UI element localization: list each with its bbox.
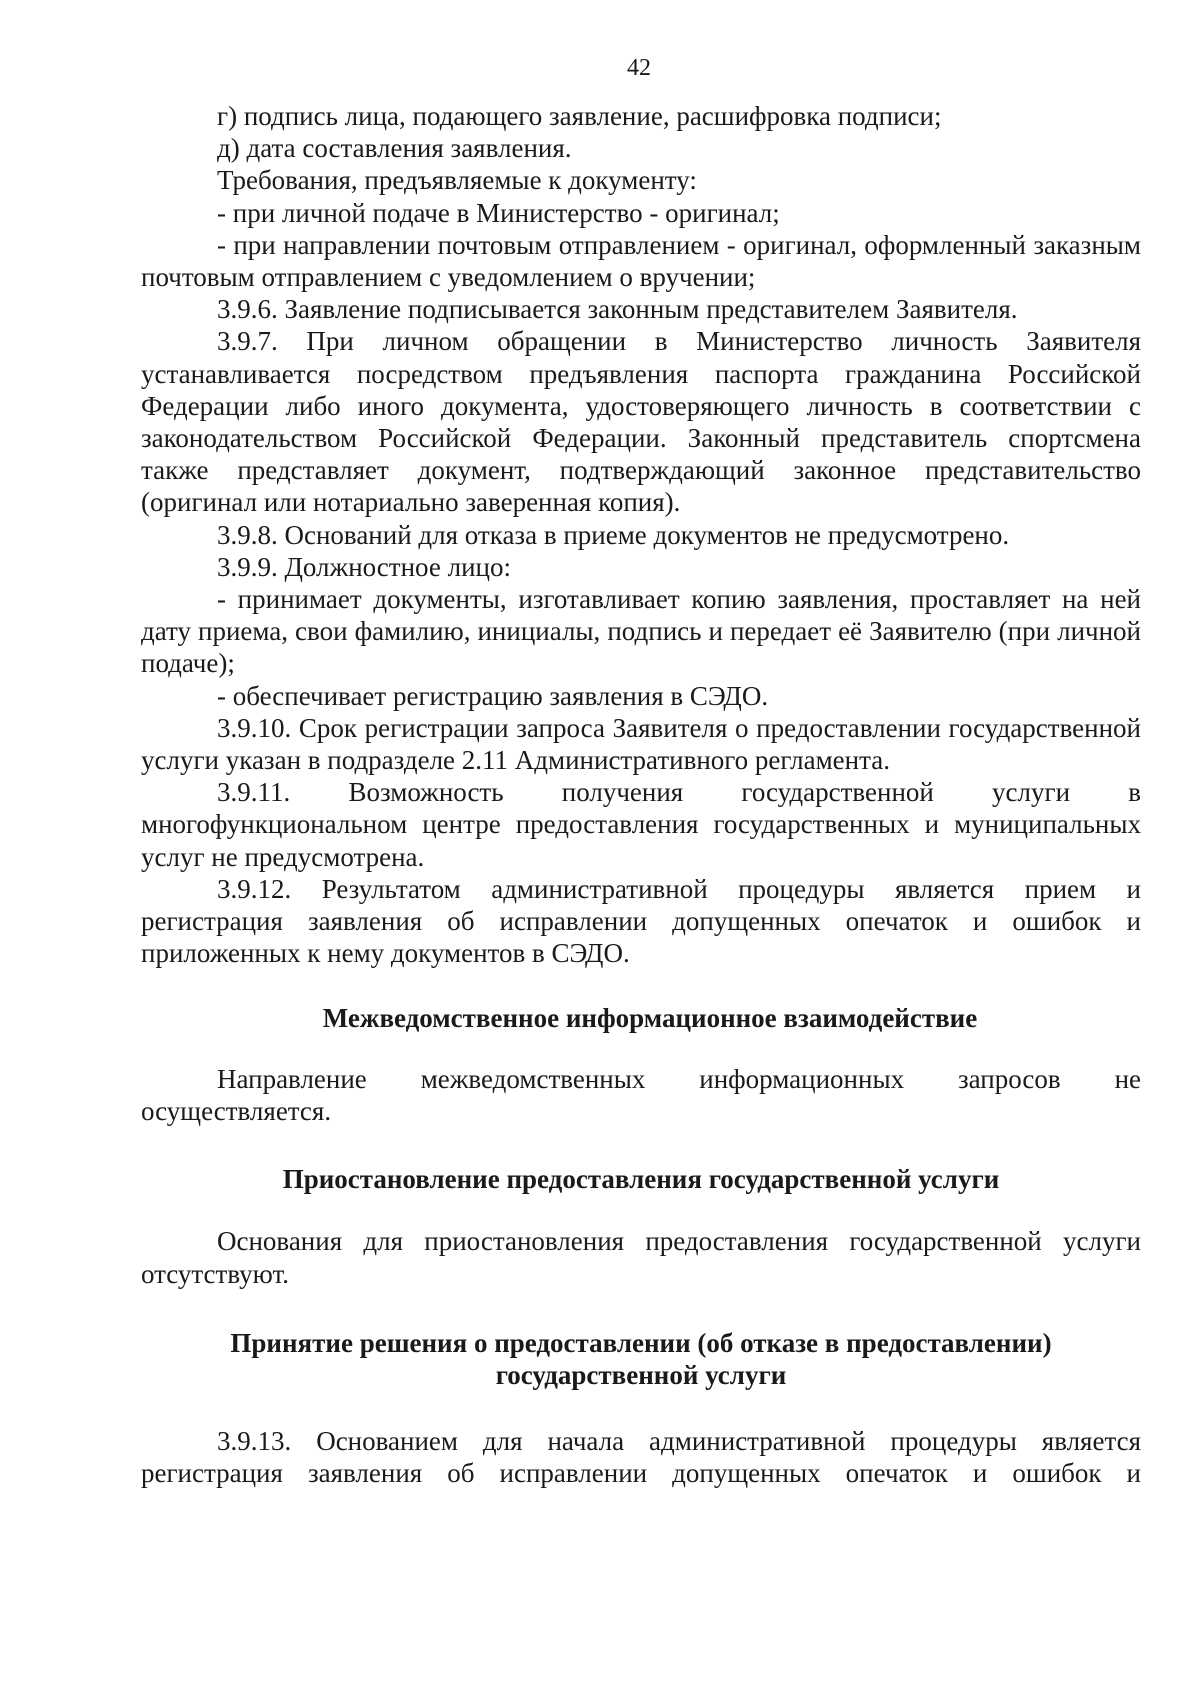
page-number: 42 xyxy=(627,55,651,81)
paragraph-postal-submission: - при направлении почтовым отправлением - оригинал, оформленный заказным почтовым отправлением с уведомлением о вручении; xyxy=(141,229,1141,293)
paragraph-accepts-documents: - принимает документы, изготавливает копию заявления, проставляет на ней дату приема, свои фамилию, инициалы, подпись и передает её Заявителю (при личной подаче); xyxy=(141,584,1141,679)
paragraph-3-9-13: 3.9.13. Основанием для начала административной процедуры является регистрация заявления об исправлении допущенных опечаток и ошибок и xyxy=(141,1426,1141,1489)
document-body xyxy=(141,100,1141,1490)
paragraph-3-9-7: 3.9.7. При личном обращении в Министерство личность Заявителя устанавливается посредством предъявления паспорта гражданина Российской Федерации либо иного документа, удостоверяющего личность в соответствии с законодательством Российской Федерации. Законный представитель спортсмена также представляет документ, подтверждающий законное представительство (оригинал или нотариально заверенная копия). xyxy=(141,326,1141,518)
paragraph-personal-submission: - при личной подаче в Министерство - оригинал; xyxy=(217,197,780,228)
heading-interagency: Межведомственное информационное взаимодействие xyxy=(322,1003,978,1034)
paragraph-3-9-10: 3.9.10. Срок регистрации запроса Заявителя о предоставлении государственной услуги указан в подразделе 2.11 Административного регламента. xyxy=(141,712,1141,776)
paragraph-3-9-6: 3.9.6. Заявление подписывается законным представителем Заявителя. xyxy=(217,294,1018,325)
paragraph-requirements: Требования, предъявляемые к документу: xyxy=(217,165,697,196)
paragraph-3-9-12: 3.9.12. Результатом административной процедуры является прием и регистрация заявления об исправлении допущенных опечаток и ошибок и приложенных к нему документов в СЭДО. xyxy=(141,873,1141,969)
paragraph-3-9-9: 3.9.9. Должностное лицо: xyxy=(217,551,511,582)
paragraph-3-9-8: 3.9.8. Оснований для отказа в приеме документов не предусмотрено. xyxy=(217,519,1010,550)
heading-decision: Принятие решения о предоставлении (об отказе в предоставлении) государственной услуги xyxy=(230,1327,1052,1390)
heading-suspension: Приостановление предоставления государственной услуги xyxy=(282,1164,1000,1195)
paragraph-3-9-11: 3.9.11. Возможность получения государственной услуги в многофункциональном центре предоставления государственных и муниципальных услуг не предусмотрена. xyxy=(141,777,1141,872)
paragraph-signature: г) подпись лица, подающего заявление, расшифровка подписи; xyxy=(217,101,942,131)
paragraph-interagency: Направление межведомственных информационных запросов не осуществляется. xyxy=(141,1063,1141,1126)
paragraph-date: д) дата составления заявления. xyxy=(217,133,572,164)
paragraph-registration: - обеспечивает регистрацию заявления в СЭДО. xyxy=(217,680,769,711)
paragraph-suspension: Основания для приостановления предоставления государственной услуги отсутствуют. xyxy=(141,1226,1141,1289)
